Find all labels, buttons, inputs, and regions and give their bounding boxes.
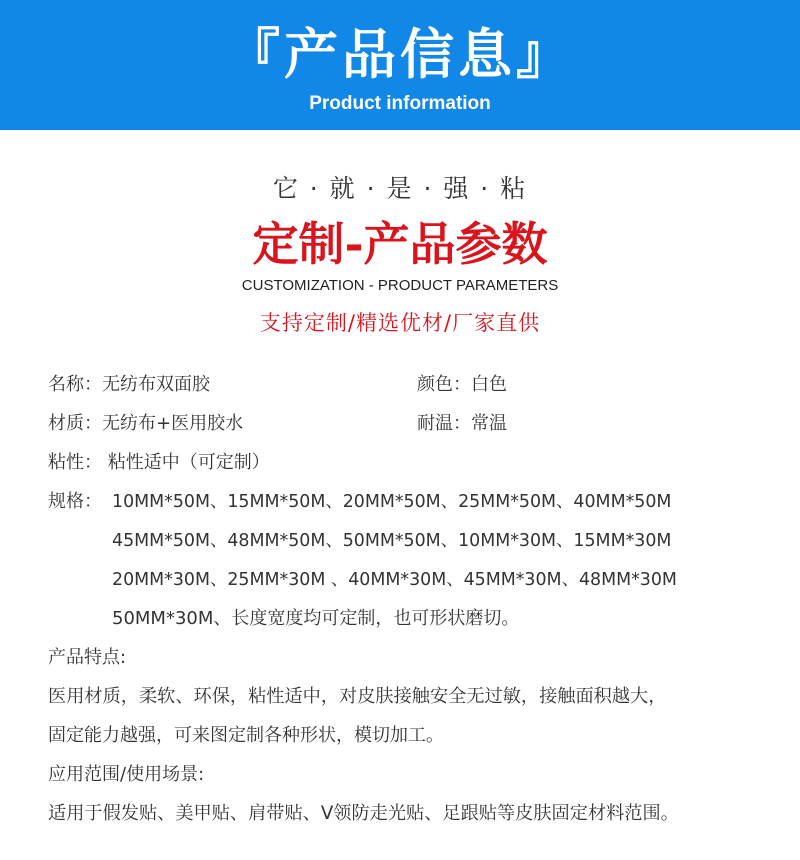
main-title: 定制-产品参数	[252, 217, 548, 271]
param-color: 颜色：白色	[417, 374, 507, 395]
banner-subtitle: Product information	[309, 93, 491, 114]
header-banner	[0, 0, 800, 130]
banner-title: 『产品信息』	[226, 23, 574, 86]
slogan: 它 · 就 · 是 · 强 · 粘	[272, 174, 528, 203]
spec-line: 10MM*50M、15MM*50M、20MM*50M、25MM*50M、40MM*50M	[112, 492, 672, 512]
param-name: 名称：无纺布双面胶	[48, 374, 210, 395]
features-text: 固定能力越强，可来图定制各种形状，模切加工。	[48, 725, 444, 746]
param-material: 材质：无纺布+医用胶水	[48, 413, 244, 434]
spec-line: 45MM*50M、48MM*50M、50MM*50M、10MM*30M、15MM*30M	[112, 531, 672, 551]
features-text: 医用材质，柔软、环保，粘性适中，对皮肤接触安全无过敏，接触面积越大，	[48, 686, 667, 707]
usage-heading: 应用范围/使用场景:	[48, 764, 205, 785]
param-temperature: 耐温：常温	[417, 413, 507, 434]
param-viscosity: 粘性： 粘性适中（可定制）	[48, 452, 270, 473]
spec-line: 20MM*30M、25MM*30M 、40MM*30M、45MM*30M、48MM*30M	[112, 570, 677, 590]
features-heading: 产品特点:	[48, 647, 127, 668]
main-subtitle: CUSTOMIZATION - PRODUCT PARAMETERS	[241, 277, 559, 294]
spec-label: 规格：	[48, 491, 102, 512]
usage-text: 适用于假发贴、美甲贴、肩带贴、V领防走光贴、足跟贴等皮肤固定材料范围。	[48, 803, 679, 824]
spec-line: 50MM*30M、长度宽度均可定制，也可形状磨切。	[112, 608, 520, 629]
tagline: 支持定制/精选优材/厂家直供	[259, 311, 541, 335]
